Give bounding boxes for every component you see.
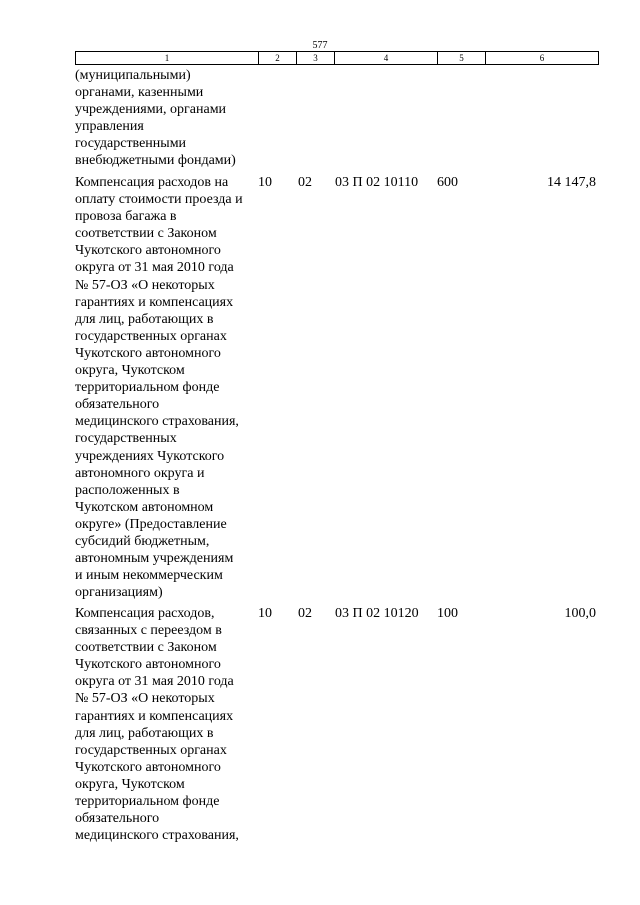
row-description: Компенсация расходов на оплату стоимости проезда и провоза багажа в соответствии с Законом Чукотского автономного округа от 31 мая 2010 года № 57-ОЗ «О некоторых гарантиях и компенсациях для лиц, работающих в государственных органах Чукотского автономного округа, Чукотском территориальном фонде обязательного медицинского страхования, государственных учреждениях Чукотского автономного округа и расположенных в Чукотском автономном округе» (Предоставление субсидий бюджетным, автономным учреждениям и иным некоммерческим организациям)	[75, 175, 243, 601]
column-header-2: 2	[259, 52, 297, 64]
row-subsection-code: 02	[298, 606, 312, 621]
row-amount: 100,0	[564, 606, 596, 621]
column-header-3: 3	[297, 52, 335, 64]
row-expense-type-code: 600	[437, 175, 458, 190]
row-description: Компенсация расходов, связанных с переездом в соответствии с Законом Чукотского автономного округа от 31 мая 2010 года № 57-ОЗ «О некоторых гарантиях и компенсациях для лиц, работающих в государственных органах Чукотского автономного округа, Чукотском территориальном фонде обязательного медицинского страхования,	[75, 606, 239, 844]
row-expense-type-code: 100	[437, 606, 458, 621]
row-subsection-code: 02	[298, 175, 312, 190]
row-amount: 14 147,8	[547, 175, 596, 190]
column-header-6: 6	[539, 53, 545, 63]
row-target-item-code: 03 П 02 10110	[335, 175, 419, 190]
column-header-4: 4	[335, 52, 438, 64]
column-header-5: 5	[438, 52, 486, 64]
column-header-1: 1	[76, 52, 259, 64]
row-description: (муниципальными) органами, казенными учреждениями, органами управления государственными внебюджетными фондами)	[75, 68, 236, 169]
row-target-item-code: 03 П 02 10120	[335, 606, 419, 621]
row-section-code: 10	[258, 606, 272, 621]
table-column-header-row	[75, 51, 599, 65]
page-number: 577	[312, 40, 328, 51]
row-section-code: 10	[258, 175, 272, 190]
